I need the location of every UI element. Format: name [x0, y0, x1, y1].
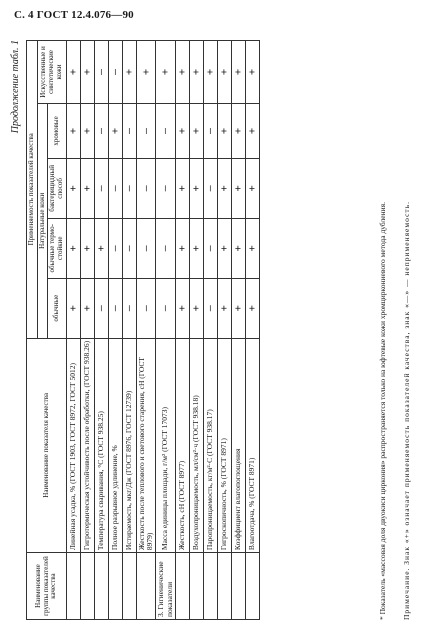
footnote: * Показатель «массовая доля двуокиси циркония» распространяется только на юфтевые кожи хромциркониевого метода дубления.: [378, 202, 387, 620]
note: Примечание. Знак «+» означает применяемость показателей качества, знак «—» — неприменяемость.: [402, 201, 411, 620]
applicability-cell: —: [203, 104, 217, 159]
applicability-cell: —: [136, 104, 156, 159]
row-indicator-cell: Гигроскопичность, % (ГОСТ 8971): [217, 338, 231, 552]
applicability-cell: —: [108, 218, 122, 278]
quality-indicators-table: [26, 40, 260, 620]
applicability-cell: +: [231, 158, 245, 218]
applicability-cell: +: [175, 41, 189, 104]
table-row: [136, 41, 156, 620]
applicability-cell: +: [66, 278, 80, 338]
applicability-cell: +: [80, 278, 94, 338]
applicability-cell: +: [80, 218, 94, 278]
row-group-cell: 3. Гигиенические показатели: [156, 553, 176, 620]
applicability-cell: —: [94, 278, 108, 338]
row-indicator-cell: Паропроницаемость, кг/м²·С (ГОСТ 938.17): [203, 338, 217, 552]
applicability-cell: +: [231, 218, 245, 278]
applicability-cell: —: [156, 278, 176, 338]
rotated-page-body: [10, 40, 410, 620]
applicability-cell: +: [66, 158, 80, 218]
row-indicator-cell: Влагоотдача, % (ГОСТ 8971): [245, 338, 259, 552]
table-row: [189, 41, 203, 620]
applicability-cell: +: [80, 158, 94, 218]
page-header: С. 4 ГОСТ 12.4.076—90: [14, 9, 134, 21]
applicability-cell: +: [245, 104, 259, 159]
col-header-3: хромовые: [48, 104, 66, 159]
row-group-cell: [66, 553, 80, 620]
table-row: [80, 41, 94, 620]
applicability-cell: +: [231, 41, 245, 104]
applicability-cell: —: [156, 104, 176, 159]
table-row: [122, 41, 136, 620]
row-indicator-cell: Истираемость, мкг/Дж (ГОСТ 8976, ГОСТ 12739): [122, 338, 136, 552]
applicability-cell: +: [245, 218, 259, 278]
applicability-cell: +: [245, 278, 259, 338]
applicability-cell: +: [189, 104, 203, 159]
applicability-cell: +: [245, 158, 259, 218]
row-group-cell: [108, 553, 122, 620]
row-group-cell: [136, 553, 156, 620]
row-group-cell: [217, 553, 231, 620]
applicability-cell: +: [189, 218, 203, 278]
applicability-cell: +: [108, 104, 122, 159]
col-header-1: обычные термо-стойкие: [48, 218, 66, 278]
applicability-cell: —: [94, 158, 108, 218]
applicability-cell: +: [217, 218, 231, 278]
applicability-cell: +: [80, 41, 94, 104]
table-body: [66, 41, 259, 620]
col-group-header: Наименование группы показателей качества: [27, 553, 67, 620]
applicability-cell: —: [108, 41, 122, 104]
applicability-cell: +: [94, 218, 108, 278]
table-row: [156, 41, 176, 620]
applicability-cell: —: [94, 41, 108, 104]
applicability-cell: +: [175, 158, 189, 218]
applicability-cell: +: [175, 218, 189, 278]
applicability-cell: —: [156, 158, 176, 218]
row-indicator-cell: Линейная усадка, % (ГОСТ 1903, ГОСТ 8972, ГОСТ 5012): [66, 338, 80, 552]
row-group-cell: [231, 553, 245, 620]
applicability-cell: +: [189, 158, 203, 218]
row-group-cell: [122, 553, 136, 620]
applicability-cell: —: [203, 278, 217, 338]
applicability-cell: +: [175, 104, 189, 159]
applicability-cell: —: [203, 218, 217, 278]
applicability-cell: +: [80, 104, 94, 159]
applicability-cell: +: [189, 278, 203, 338]
row-indicator-cell: Жесткость после теплового и светового старения, сН (ГОСТ 8979): [136, 338, 156, 552]
table-row: [175, 41, 189, 620]
applicability-cell: +: [136, 41, 156, 104]
col-header-2: бактерицидный способ: [48, 158, 66, 218]
row-group-cell: [80, 553, 94, 620]
col-natural-header: Натуральные кожи: [37, 104, 48, 339]
table-row: [108, 41, 122, 620]
row-group-cell: [94, 553, 108, 620]
applicability-cell: —: [122, 158, 136, 218]
applicability-cell: +: [245, 41, 259, 104]
row-indicator-cell: Воздухопроницаемость, мл/см²·ч (ГОСТ 938.18): [189, 338, 203, 552]
row-group-cell: [189, 553, 203, 620]
col-artificial-header: Искусственные и синтетические кожи: [37, 41, 66, 104]
applicability-cell: +: [217, 278, 231, 338]
applicability-cell: +: [231, 104, 245, 159]
row-indicator-cell: Масса единицы площади, г/м² (ГОСТ 17073): [156, 338, 176, 552]
table-row: [66, 41, 80, 620]
applicability-cell: —: [122, 278, 136, 338]
col-header-0: обычные: [48, 278, 66, 338]
applicability-cell: +: [156, 41, 176, 104]
row-indicator-cell: Коэффициент влагопоглощения: [231, 338, 245, 552]
applicability-cell: —: [108, 158, 122, 218]
row-indicator-cell: Гигротермическая устойчивость после обработки, (ГОСТ 938.26): [80, 338, 94, 552]
table-row: [217, 41, 231, 620]
table-row: [94, 41, 108, 620]
table-continuation-label: Продолжение табл. 1: [10, 40, 21, 134]
applicability-cell: —: [108, 278, 122, 338]
applicability-cell: —: [94, 104, 108, 159]
applicability-cell: +: [231, 278, 245, 338]
col-indicator-header: Наименование показателя качества: [27, 338, 67, 552]
applicability-cell: +: [203, 41, 217, 104]
applicability-cell: +: [66, 41, 80, 104]
applicability-cell: —: [136, 218, 156, 278]
applicability-cell: +: [217, 104, 231, 159]
applicability-cell: +: [175, 278, 189, 338]
row-group-cell: [245, 553, 259, 620]
row-group-cell: [203, 553, 217, 620]
applicability-cell: —: [122, 104, 136, 159]
table-row: [203, 41, 217, 620]
applicability-cell: +: [217, 41, 231, 104]
table-row: [245, 41, 259, 620]
row-group-cell: [175, 553, 189, 620]
applicability-cell: +: [217, 158, 231, 218]
applicability-cell: +: [66, 218, 80, 278]
applicability-cell: —: [203, 158, 217, 218]
table-row: [231, 41, 245, 620]
applicability-cell: —: [136, 278, 156, 338]
row-indicator-cell: Жесткость, сН (ГОСТ 8977): [175, 338, 189, 552]
col-applicability-header: Применяемость показателей качества: [27, 41, 38, 339]
row-indicator-cell: Полное разрывное удлинение, %: [108, 338, 122, 552]
applicability-cell: +: [122, 41, 136, 104]
applicability-cell: —: [136, 158, 156, 218]
applicability-cell: —: [156, 218, 176, 278]
row-indicator-cell: Температура сваривания, °С (ГОСТ 938.25): [94, 338, 108, 552]
applicability-cell: —: [122, 218, 136, 278]
applicability-cell: +: [189, 41, 203, 104]
applicability-cell: +: [66, 104, 80, 159]
